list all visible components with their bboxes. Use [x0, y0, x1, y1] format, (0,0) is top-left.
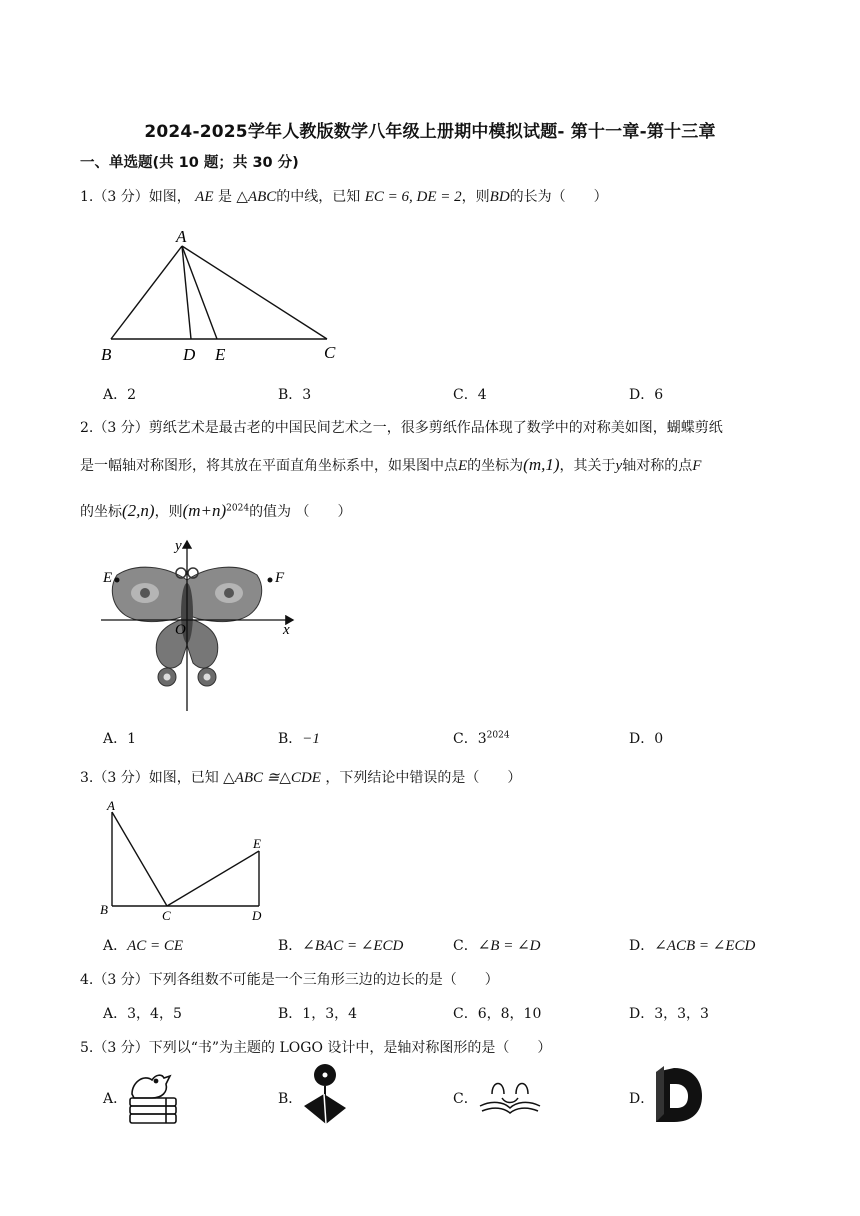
question-2-stem-line2 — [80, 455, 701, 475]
question-score: （3 分） — [93, 420, 149, 436]
option-value: ∠B = ∠D — [477, 938, 541, 954]
option-b[interactable] — [278, 384, 311, 404]
option-b[interactable] — [278, 1003, 357, 1023]
stem-text: 剪纸艺术是最古老的中国民间艺术之一，很多剪纸作品体现了数学中的对称美如图，蝴蝶剪纸 — [148, 420, 723, 436]
vertex-label: B — [100, 902, 108, 917]
option-value: ∠ACB = ∠ECD — [654, 938, 756, 954]
question-score: （3 分） — [93, 1040, 149, 1056]
option-c[interactable] — [453, 935, 540, 955]
option-value: 3 — [302, 387, 312, 403]
question-score: （3 分） — [93, 189, 149, 205]
option-a[interactable] — [103, 1003, 182, 1023]
option-label: C． — [453, 387, 478, 403]
option-b[interactable] — [278, 1088, 302, 1108]
option-label: A． — [103, 1006, 128, 1022]
letter-d-book-icon — [652, 1064, 706, 1126]
option-value: 3，4，5 — [127, 1006, 182, 1022]
option-c[interactable] — [453, 1003, 541, 1023]
vertex-label: D — [183, 345, 196, 364]
option-c[interactable] — [453, 1088, 478, 1108]
option-d[interactable] — [629, 935, 755, 955]
option-label: B． — [278, 387, 303, 403]
stem-text: ，下列结论中错误的是（ ） — [325, 770, 522, 786]
vertex-label: A — [107, 798, 115, 813]
option-value: −1 — [302, 731, 320, 747]
option-label: A． — [103, 387, 128, 403]
question-3-stem — [80, 767, 521, 787]
option-label: B． — [278, 731, 303, 747]
option-label: D． — [629, 387, 655, 403]
bird-on-books-icon — [126, 1064, 182, 1126]
stem-text: 下列以“书”为主题的 LOGO 设计中，是轴对称图形的是（ ） — [148, 1040, 552, 1056]
vertex-label: E — [253, 836, 261, 851]
option-label: D． — [629, 1006, 655, 1022]
point-e — [115, 578, 120, 583]
option-a[interactable] — [103, 384, 136, 404]
option-d[interactable] — [629, 728, 663, 748]
option-value: 4 — [477, 387, 487, 403]
question-score: （3 分） — [93, 972, 149, 988]
stem-text: ，其关于 — [559, 458, 616, 474]
stem-text: 的值为 （ ） — [249, 504, 352, 520]
point-f — [268, 578, 273, 583]
math-expr: △ABC ≅△CDE — [223, 770, 321, 786]
stem-text: 如图，已知 — [148, 770, 219, 786]
stem-text: 轴对称的点 — [622, 458, 693, 474]
axis-label-y: y — [175, 538, 182, 554]
option-label: B． — [278, 938, 303, 954]
option-a[interactable] — [103, 935, 183, 955]
option-value: 1，3，4 — [302, 1006, 358, 1022]
butterfly-coordinate-figure — [95, 535, 310, 713]
option-label: C． — [453, 731, 478, 747]
option-d[interactable] — [629, 1003, 709, 1023]
option-d[interactable] — [629, 384, 663, 404]
math-expr: y — [615, 458, 623, 474]
option-label: A． — [103, 1091, 128, 1107]
exponent: 2024 — [226, 503, 250, 514]
option-value: 6，8，10 — [477, 1006, 542, 1022]
stem-text: ，则 — [154, 504, 183, 520]
option-value: 3，3，3 — [654, 1006, 709, 1022]
option-label: D． — [629, 1091, 655, 1107]
stem-text: 的坐标为 — [467, 458, 524, 474]
vertex-label: E — [215, 345, 226, 364]
question-score: （3 分） — [93, 770, 149, 786]
math-expr: AE — [195, 189, 214, 205]
option-a[interactable] — [103, 1088, 127, 1108]
question-number: 4. — [80, 972, 94, 988]
math-expr: (2,n) — [122, 501, 155, 520]
option-b[interactable] — [278, 728, 320, 748]
vertex-label: B — [101, 345, 112, 364]
question-number: 5. — [80, 1040, 94, 1056]
stem-text: 的中线，已知 — [276, 189, 361, 205]
open-book-face-icon — [478, 1072, 542, 1116]
stem-text: 是 — [217, 189, 232, 205]
vertex-label: A — [176, 227, 187, 246]
record-on-book-icon — [300, 1062, 350, 1128]
vertex-label: C — [324, 343, 336, 362]
stem-text: ，则 — [461, 189, 490, 205]
option-value: 6 — [654, 387, 664, 403]
point-label-e: E — [103, 570, 113, 586]
option-value: ∠BAC = ∠ECD — [302, 938, 404, 954]
math-expr: △ABC — [236, 189, 277, 205]
question-1-stem — [80, 186, 608, 206]
question-2-stem-line3 — [80, 501, 352, 521]
exponent: 2024 — [486, 730, 510, 741]
option-c[interactable] — [453, 384, 487, 404]
stem-text: 如图， — [148, 189, 191, 205]
math-expr: (m,1) — [523, 455, 560, 474]
question-2-stem-line1 — [80, 417, 723, 437]
math-expr: BD — [489, 189, 510, 205]
math-expr: (m+n) — [182, 501, 227, 520]
question-5-stem — [80, 1037, 551, 1057]
option-value: 2 — [127, 387, 137, 403]
option-value: 3 — [477, 731, 487, 747]
option-c[interactable] — [453, 728, 510, 748]
option-label: A． — [103, 938, 128, 954]
triangle-abc-figure — [95, 222, 355, 367]
question-number: 2. — [80, 420, 94, 436]
stem-text: 是一幅轴对称图形，将其放在平面直角坐标系中，如果图中点 — [80, 458, 458, 474]
option-label: D． — [629, 938, 655, 954]
question-number: 3. — [80, 770, 94, 786]
axis-label-x: x — [283, 622, 290, 638]
stem-text: 下列各组数不可能是一个三角形三边的边长的是（ ） — [148, 972, 499, 988]
question-4-stem — [80, 969, 499, 989]
option-d[interactable] — [629, 1088, 654, 1108]
stem-text: 的长为（ ） — [509, 189, 608, 205]
section-heading: 一、单选题(共 10 题；共 30 分) — [80, 155, 299, 171]
option-label: C． — [453, 1006, 478, 1022]
option-b[interactable] — [278, 935, 403, 955]
option-label: A． — [103, 731, 128, 747]
option-value: 0 — [654, 731, 664, 747]
point-label-f: F — [275, 570, 285, 586]
page-title: 2024-2025学年人教版数学八年级上册期中模拟试题- 第十一章-第十三章 — [144, 122, 716, 142]
vertex-label: C — [162, 908, 171, 922]
option-a[interactable] — [103, 728, 136, 748]
origin-label: O — [175, 622, 186, 638]
option-value: AC = CE — [127, 938, 184, 954]
option-value: 1 — [127, 731, 137, 747]
option-label: B． — [278, 1091, 303, 1107]
option-label: C． — [453, 1091, 478, 1107]
math-expr: E — [458, 458, 468, 474]
option-label: B． — [278, 1006, 303, 1022]
option-label: D． — [629, 731, 655, 747]
math-expr: EC = 6, DE = 2 — [364, 189, 462, 205]
vertex-label: D — [252, 908, 262, 922]
stem-text: 的坐标 — [80, 504, 122, 520]
question-number: 1. — [80, 189, 94, 205]
congruent-triangles-figure — [95, 796, 275, 922]
math-expr: F — [692, 458, 702, 474]
option-label: C． — [453, 938, 478, 954]
